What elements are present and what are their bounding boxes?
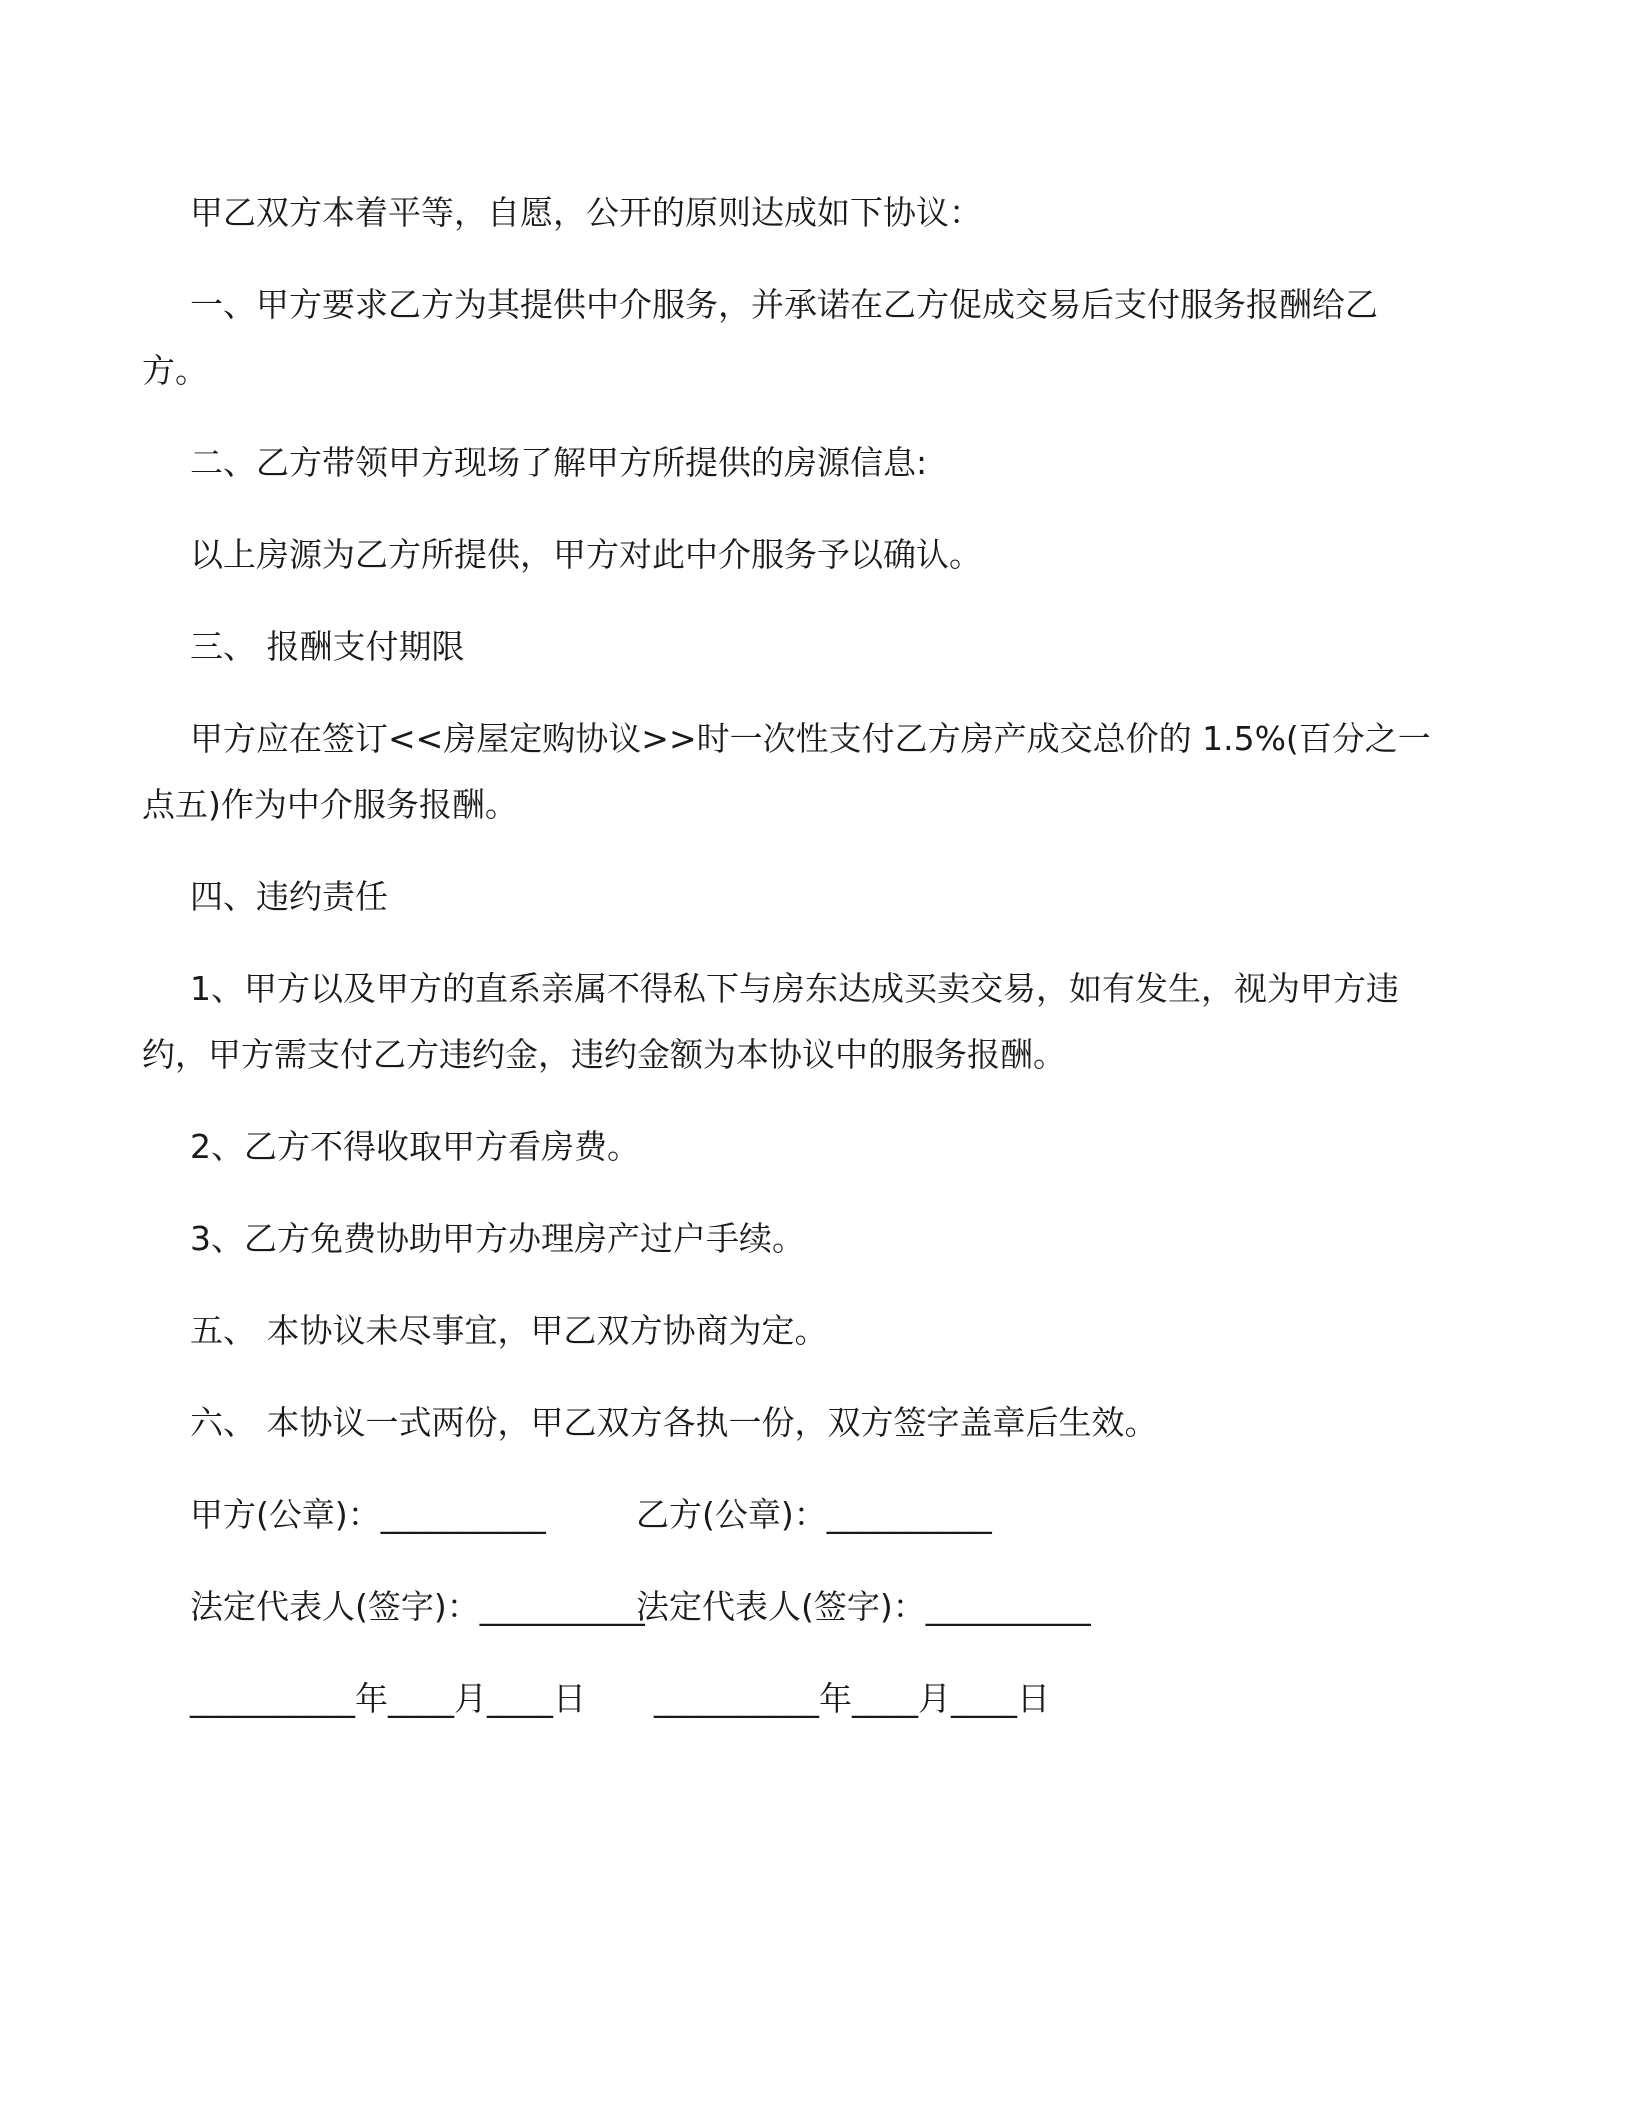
party-a-date-line: __________年____月____日 bbox=[190, 1679, 586, 1718]
clause-4-item-1-line-1: 1、甲方以及甲方的直系亲属不得私下与房东达成买卖交易，如有发生，视为甲方违 bbox=[190, 969, 1399, 1008]
clause-4-item-3: 3、乙方免费协助甲方办理房产过户手续。 bbox=[190, 1219, 805, 1258]
clause-2: 二、乙方带领甲方现场了解甲方所提供的房源信息: bbox=[190, 443, 928, 482]
clause-3-line-2: 点五)作为中介服务报酬。 bbox=[142, 785, 518, 824]
clause-6: 六、 本协议一式两份，甲乙双方各执一份，双方签字盖章后生效。 bbox=[190, 1403, 1158, 1442]
clause-2-confirm: 以上房源为乙方所提供，甲方对此中介服务予以确认。 bbox=[190, 535, 982, 574]
party-b-seal-line: 乙方(公章)：__________ bbox=[636, 1495, 992, 1534]
intro-text: 甲乙双方本着平等，自愿，公开的原则达成如下协议： bbox=[190, 193, 982, 232]
clause-1-line-2: 方。 bbox=[142, 351, 208, 390]
clause-4-item-1-line-2: 约，甲方需支付乙方违约金，违约金额为本协议中的服务报酬。 bbox=[142, 1035, 1066, 1074]
party-a-representative-line: 法定代表人(签字)：__________ bbox=[190, 1587, 645, 1626]
clause-5: 五、 本协议未尽事宜，甲乙双方协商为定。 bbox=[190, 1311, 828, 1350]
clause-3-line-1: 甲方应在签订<<房屋定购协议>>时一次性支付乙方房产成交总价的 1.5%(百分之一 bbox=[190, 719, 1431, 758]
clause-3-title: 三、 报酬支付期限 bbox=[190, 627, 465, 666]
clause-1-line-1: 一、甲方要求乙方为其提供中介服务，并承诺在乙方促成交易后支付服务报酬给乙 bbox=[190, 285, 1378, 324]
clause-4-title: 四、违约责任 bbox=[190, 877, 388, 916]
party-b-representative-line: 法定代表人(签字)：__________ bbox=[636, 1587, 1091, 1626]
party-b-date-line: __________年____月____日 bbox=[654, 1679, 1050, 1718]
clause-4-item-2: 2、乙方不得收取甲方看房费。 bbox=[190, 1127, 640, 1166]
party-a-seal-line: 甲方(公章)：__________ bbox=[190, 1495, 546, 1534]
